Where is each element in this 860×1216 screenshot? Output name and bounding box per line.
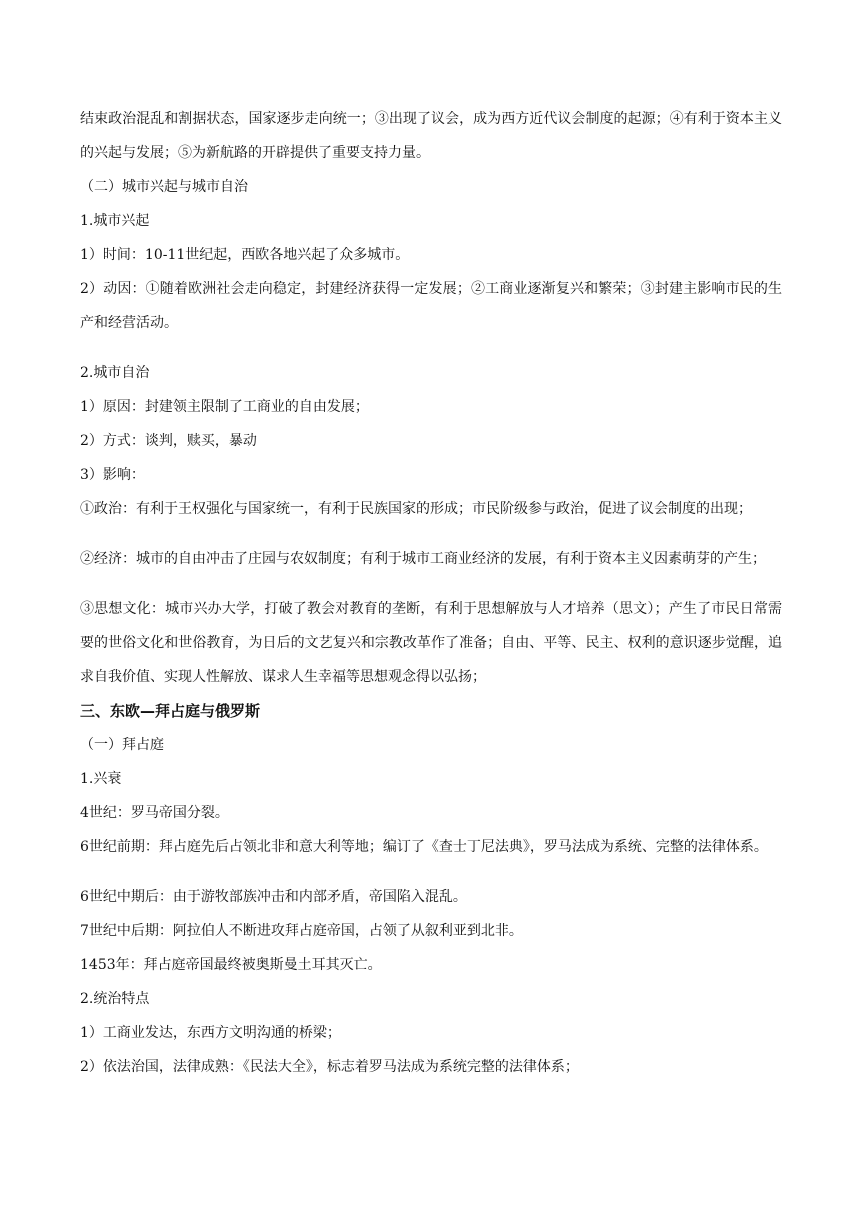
timeline-6th-century-mid: 6世纪中期后：由于游牧部族冲击和内部矛盾，帝国陷入混乱。 [80,889,467,905]
item-autonomy-method: 2）方式：谈判，赎买，暴动 [80,433,257,449]
timeline-6th-century-early: 6世纪前期：拜占庭先后占领北非和意大利等地；编订了《查士丁尼法典》，罗马法成为系统、完整的法律体系。 [80,839,768,855]
timeline-1453: 1453年：拜占庭帝国最终被奥斯曼土耳其灭亡。 [80,957,382,973]
section-heading-east-europe: 三、东欧—拜占庭与俄罗斯 [80,702,261,720]
document-page [80,110,782,1092]
item-autonomy-reason: 1）原因：封建领主限制了工商业的自由发展； [80,399,369,415]
item-rule-features: 2.统治特点 [80,991,150,1007]
item-city-rise-time: 1）时间：10-11世纪起，西欧各地兴起了众多城市。 [80,247,410,263]
item-autonomy-impact: 3）影响： [80,467,145,483]
paragraph-feudal-effects: 结束政治混乱和割据状态，国家逐步走向统一；③出现了议会，成为西方近代议会制度的起源；④有利于资本主义的兴起与发展；⑤为新航路的开辟提供了重要支持力量。 [80,111,782,161]
item-impact-culture: ③思想文化：城市兴办大学，打破了教会对教育的垄断，有利于思想解放与人才培养（思文）；产生了市民日常需要的世俗文化和世俗教育，为日后的文艺复兴和宗教改革作了准备；自由、平等、民主、权利的意识逐步觉醒，追求自我价值、实现人性解放、谋求人生幸福等思想观念得以弘扬； [80,601,782,685]
item-city-rise: 1.城市兴起 [80,213,150,229]
item-feature-commerce: 1）工商业发达，东西方文明沟通的桥梁； [80,1025,341,1041]
item-feature-law: 2）依法治国，法律成熟：《民法大全》，标志着罗马法成为系统完整的法律体系； [80,1059,579,1075]
subsection-heading-byzantium: （一）拜占庭 [80,737,164,753]
item-impact-politics: ①政治：有利于王权强化与国家统一，有利于民族国家的形成；市民阶级参与政治，促进了议会制度的出现； [80,501,752,517]
subsection-heading-city-rise: （二）城市兴起与城市自治 [80,179,248,195]
item-rise-fall: 1.兴衰 [80,771,122,787]
timeline-7th-century: 7世纪中后期：阿拉伯人不断进攻拜占庭帝国，占领了从叙利亚到北非。 [80,923,523,939]
timeline-4th-century: 4世纪：罗马帝国分裂。 [80,805,229,821]
item-city-autonomy: 2.城市自治 [80,365,150,381]
item-city-rise-cause: 2）动因：①随着欧洲社会走向稳定，封建经济获得一定发展；②工商业逐渐复兴和繁荣；③封建主影响市民的生产和经营活动。 [80,281,782,331]
item-impact-economy: ②经济：城市的自由冲击了庄园与农奴制度；有利于城市工商业经济的发展，有利于资本主义因素萌芽的产生； [80,551,766,567]
